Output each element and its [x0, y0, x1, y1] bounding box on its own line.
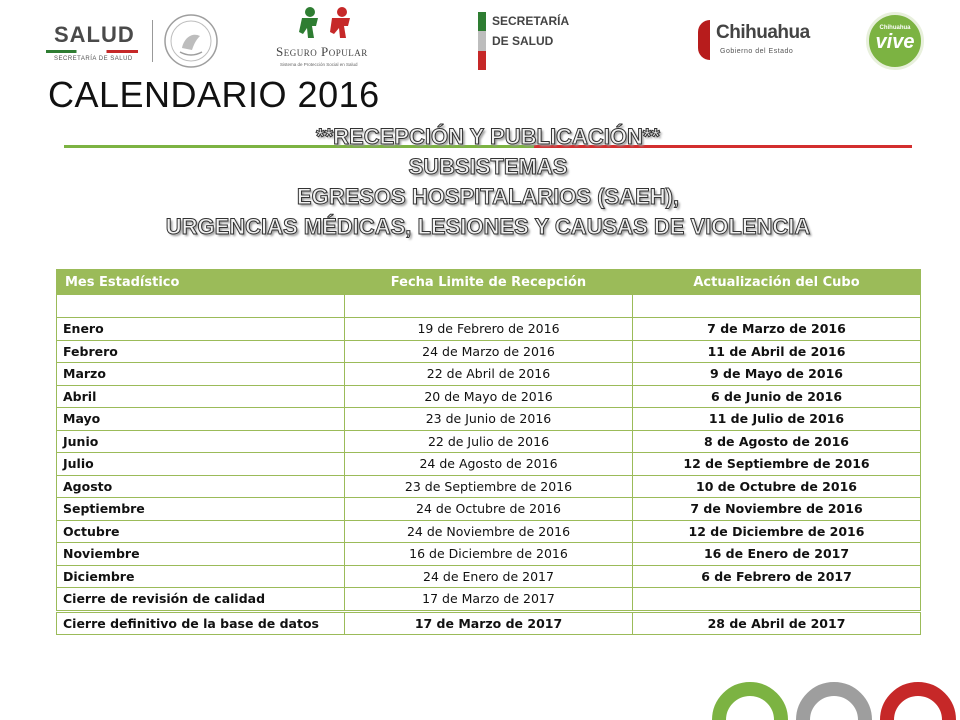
logo-divider	[152, 20, 153, 62]
subtitle-line: EGRESOS HOSPITALARIOS (SAEH),	[296, 184, 680, 209]
cell-recepcion: 22 de Julio de 2016	[345, 430, 633, 453]
gray-ring-icon	[796, 682, 872, 720]
chihuahua-vive-logo	[866, 12, 924, 70]
salud-logo-stripe	[46, 50, 138, 53]
red-ring-icon	[880, 682, 956, 720]
table-row	[57, 318, 921, 341]
table-cell	[345, 295, 633, 318]
cell-actualizacion: 16 de Enero de 2017	[633, 543, 921, 566]
cell-mes: Febrero	[57, 340, 345, 363]
green-ring-icon	[712, 682, 788, 720]
cell-actualizacion: 28 de Abril de 2017	[633, 611, 921, 635]
cell-mes: Noviembre	[57, 543, 345, 566]
cell-actualizacion: 11 de Abril de 2016	[633, 340, 921, 363]
table-row	[57, 520, 921, 543]
table-row	[57, 385, 921, 408]
table-row-blank	[57, 295, 921, 318]
table-cell	[633, 295, 921, 318]
cell-recepcion: 24 de Agosto de 2016	[345, 453, 633, 476]
cell-mes: Cierre definitivo de la base de datos	[57, 611, 345, 635]
cell-mes: Enero	[57, 318, 345, 341]
cell-recepcion: 20 de Mayo de 2016	[345, 385, 633, 408]
cell-mes: Mayo	[57, 408, 345, 431]
cell-recepcion: 17 de Marzo de 2017	[345, 611, 633, 635]
subtitle-block	[100, 122, 876, 242]
subtitle-line: SUBSISTEMAS	[408, 154, 568, 179]
cell-mes: Diciembre	[57, 565, 345, 588]
table-row	[57, 363, 921, 386]
seguro-popular-sub: Sistema de Protección Social en Salud	[280, 62, 358, 67]
header-fecha-limite: Fecha Limite de Recepción	[345, 270, 633, 295]
cell-actualizacion: 6 de Junio de 2016	[633, 385, 921, 408]
cell-recepcion: 24 de Octubre de 2016	[345, 498, 633, 521]
cell-recepcion: 24 de Noviembre de 2016	[345, 520, 633, 543]
cell-actualizacion: 10 de Octubre de 2016	[633, 475, 921, 498]
subtitle-line: URGENCIAS MÉDICAS, LESIONES Y CAUSAS DE VIOLENCIA	[165, 214, 811, 239]
table-row	[57, 498, 921, 521]
cell-actualizacion: 6 de Febrero de 2017	[633, 565, 921, 588]
table-row	[57, 588, 921, 612]
table-header-row	[57, 270, 921, 295]
cell-recepcion: 23 de Junio de 2016	[345, 408, 633, 431]
cell-mes: Marzo	[57, 363, 345, 386]
cell-recepcion: 17 de Marzo de 2017	[345, 588, 633, 612]
secretaria-line2: DE SALUD	[492, 34, 554, 48]
cell-actualizacion: 12 de Diciembre de 2016	[633, 520, 921, 543]
secretaria-line1: SECRETARÍA	[492, 14, 570, 28]
mexico-seal-icon	[162, 12, 220, 70]
chihuahua-word: Chihuahua	[716, 22, 810, 43]
cell-actualizacion: 7 de Marzo de 2016	[633, 318, 921, 341]
cell-mes: Abril	[57, 385, 345, 408]
vive-small-text: Chihuahua	[879, 25, 911, 31]
cell-actualizacion: 7 de Noviembre de 2016	[633, 498, 921, 521]
cell-mes: Octubre	[57, 520, 345, 543]
cell-mes: Cierre de revisión de calidad	[57, 588, 345, 612]
decorative-rings	[708, 682, 960, 720]
table-row	[57, 340, 921, 363]
table-row	[57, 475, 921, 498]
cell-mes: Agosto	[57, 475, 345, 498]
cell-mes: Junio	[57, 430, 345, 453]
table-row	[57, 453, 921, 476]
table-row	[57, 543, 921, 566]
vive-big-text: vive	[875, 31, 915, 53]
chihuahua-mark-icon	[698, 20, 710, 60]
chihuahua-logo	[698, 18, 814, 64]
cell-recepcion: 23 de Septiembre de 2016	[345, 475, 633, 498]
cell-mes: Julio	[57, 453, 345, 476]
secretaria-salud-logo	[478, 10, 608, 72]
page-title: CALENDARIO 2016	[48, 74, 380, 115]
table-cell	[57, 295, 345, 318]
seguro-popular-word: Seguro Popular	[276, 44, 368, 59]
salud-logo-sub: SECRETARÍA DE SALUD	[54, 56, 133, 62]
salud-logo	[42, 20, 142, 60]
salud-logo-word: SALUD	[54, 22, 135, 47]
secretaria-flag-icon	[478, 12, 486, 70]
table-row-final	[57, 611, 921, 635]
table-row	[57, 565, 921, 588]
cell-recepcion: 24 de Marzo de 2016	[345, 340, 633, 363]
calendar-table	[56, 269, 921, 635]
cell-mes: Septiembre	[57, 498, 345, 521]
cell-actualizacion: 9 de Mayo de 2016	[633, 363, 921, 386]
header-mes: Mes Estadístico	[57, 270, 345, 295]
cell-recepcion: 19 de Febrero de 2016	[345, 318, 633, 341]
seguro-popular-logo	[272, 4, 384, 74]
chihuahua-sub: Gobierno del Estado	[720, 48, 794, 55]
header-actualizacion: Actualización del Cubo	[633, 270, 921, 295]
subtitle-line: **RECEPCIÓN Y PUBLICACIÓN**	[316, 124, 660, 149]
seguro-popular-figures-icon	[272, 4, 384, 44]
table-row	[57, 430, 921, 453]
table-row	[57, 408, 921, 431]
cell-actualizacion	[633, 588, 921, 612]
cell-recepcion: 16 de Diciembre de 2016	[345, 543, 633, 566]
cell-recepcion: 24 de Enero de 2017	[345, 565, 633, 588]
cell-actualizacion: 8 de Agosto de 2016	[633, 430, 921, 453]
cell-recepcion: 22 de Abril de 2016	[345, 363, 633, 386]
logo-banner	[0, 0, 960, 80]
cell-actualizacion: 12 de Septiembre de 2016	[633, 453, 921, 476]
cell-actualizacion: 11 de Julio de 2016	[633, 408, 921, 431]
